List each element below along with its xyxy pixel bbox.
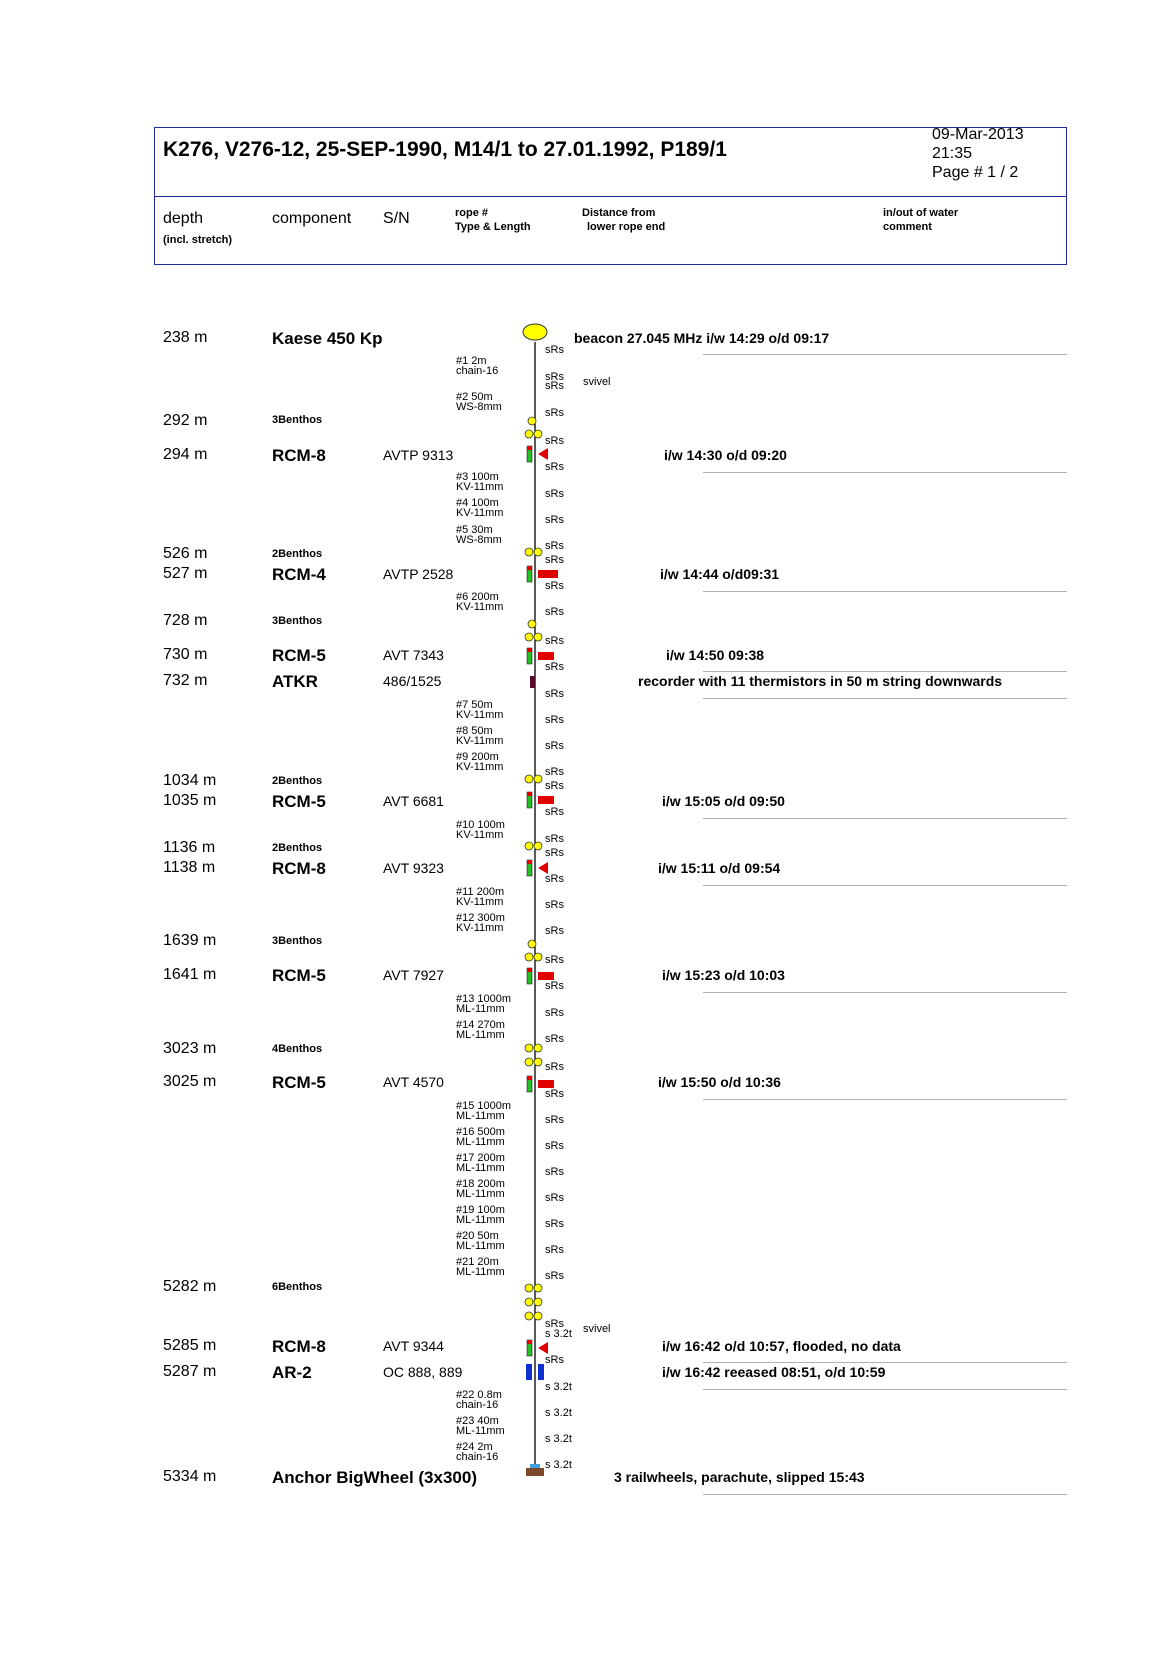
shackle-marker: sRs <box>545 461 564 473</box>
rope-segment: #23 40m ML-11mm <box>456 1415 505 1437</box>
shackle-marker: sRs <box>545 488 564 500</box>
component-comment: i/w 15:23 o/d 10:03 <box>662 967 785 983</box>
shackle-marker: sRs <box>545 580 564 592</box>
serial-number: AVT 4570 <box>383 1074 444 1090</box>
shackle-marker: sRs <box>545 407 564 419</box>
component-name: RCM-8 <box>272 1337 326 1356</box>
shackle-marker: sRs <box>545 435 564 447</box>
shackle-marker: sRs <box>545 1218 564 1230</box>
serial-number: AVT 7343 <box>383 647 444 663</box>
shackle-marker: sRs <box>545 899 564 911</box>
depth-value: 1034 m <box>163 772 217 789</box>
depth-value: 1136 m <box>163 839 216 856</box>
shackle-marker: sRs <box>545 925 564 937</box>
rope-segment: #11 200m KV-11mm <box>456 886 505 908</box>
component-name: 3Benthos <box>272 414 323 426</box>
component-name: 3Benthos <box>272 935 323 947</box>
rope-segment: #17 200m ML-11mm <box>456 1152 505 1174</box>
rope-segment: #1 2m chain-16 <box>456 355 499 377</box>
component-comment: i/w 14:44 o/d09:31 <box>660 566 780 582</box>
page-title: K276, V276-12, 25-SEP-1990, M14/1 to 27.01.1992, P189/1 <box>163 138 727 161</box>
component-name: RCM-8 <box>272 859 326 878</box>
depth-value: 526 m <box>163 545 208 562</box>
col-component: component <box>272 210 352 227</box>
shackle-marker: sRs <box>545 766 564 778</box>
shackle-marker: sRs <box>545 1088 564 1100</box>
component-name: RCM-8 <box>272 446 326 465</box>
shackle-marker: sRs <box>545 606 564 618</box>
rope-segment: #18 200m ML-11mm <box>456 1178 505 1200</box>
shackle-marker: sRs <box>545 806 564 818</box>
col-depth: depth <box>163 210 204 227</box>
comment-underline <box>703 354 1067 355</box>
serial-number: AVTP 9313 <box>383 447 454 463</box>
component-name: Anchor BigWheel (3x300) <box>272 1468 477 1487</box>
shackle-marker: sRs <box>545 1318 564 1330</box>
depth-value: 3023 m <box>163 1040 217 1057</box>
comment-underline <box>703 472 1067 473</box>
component-name: 2Benthos <box>272 548 323 560</box>
rope-segment: #9 200m KV-11mm <box>456 751 504 773</box>
component-name: RCM-5 <box>272 966 326 985</box>
depth-value: 3025 m <box>163 1073 217 1090</box>
component-name: 4Benthos <box>272 1043 323 1055</box>
depth-value: 728 m <box>163 612 208 629</box>
rope-segment: #20 50m ML-11mm <box>456 1230 505 1252</box>
shackle-marker: sRs <box>545 833 564 845</box>
col-dist-1: Distance from <box>582 207 656 219</box>
depth-value: 732 m <box>163 672 208 689</box>
rope-segment: #2 50m WS-8mm <box>456 391 502 413</box>
shackle-marker: sRs <box>545 1192 564 1204</box>
depth-value: 1138 m <box>163 859 216 876</box>
comment-underline <box>703 698 1067 699</box>
shackle-marker: sRs <box>545 1270 564 1282</box>
serial-number: AVT 9344 <box>383 1338 444 1354</box>
comment-underline <box>703 818 1067 819</box>
depth-value: 5287 m <box>163 1363 217 1380</box>
component-comment: recorder with 11 thermistors in 50 m string downwards <box>638 673 1003 689</box>
col-comment-1: in/out of water <box>883 207 959 219</box>
rope-segment: #3 100m KV-11mm <box>456 471 504 493</box>
col-comment-2: comment <box>883 221 932 233</box>
shackle-marker: s 3.2t <box>545 1459 572 1471</box>
shackle-marker: sRs <box>545 554 564 566</box>
comment-underline <box>703 1362 1067 1363</box>
shackle-marker: sRs <box>545 540 564 552</box>
serial-number: AVT 9323 <box>383 860 444 876</box>
shackle-marker: s 3.2t <box>545 1328 572 1340</box>
col-rope-2: Type & Length <box>455 221 531 233</box>
component-name: Kaese 450 Kp <box>272 329 383 348</box>
rope-segment: #12 300m KV-11mm <box>456 912 505 934</box>
component-comment: i/w 15:11 o/d 09:54 <box>658 860 781 876</box>
swivel-label: svivel <box>583 376 611 388</box>
depth-value: 1035 m <box>163 792 217 809</box>
serial-number: AVTP 2528 <box>383 566 454 582</box>
component-comment: i/w 15:50 o/d 10:36 <box>658 1074 781 1090</box>
shackle-marker: sRs <box>545 847 564 859</box>
comment-underline <box>703 591 1067 592</box>
shackle-marker: sRs <box>545 1244 564 1256</box>
component-name: 2Benthos <box>272 842 323 854</box>
rope-segment: #4 100m KV-11mm <box>456 497 504 519</box>
comment-underline <box>703 671 1067 672</box>
comment-underline <box>703 992 1067 993</box>
comment-underline <box>703 885 1067 886</box>
shackle-marker: sRs <box>545 514 564 526</box>
shackle-marker: sRs <box>545 780 564 792</box>
component-comment: i/w 16:42 reeased 08:51, o/d 10:59 <box>662 1364 886 1380</box>
component-name: RCM-4 <box>272 565 326 584</box>
component-name: AR-2 <box>272 1363 312 1382</box>
col-dist-2: lower rope end <box>587 221 666 233</box>
rope-segment: #7 50m KV-11mm <box>456 699 504 721</box>
shackle-marker: sRs <box>545 873 564 885</box>
component-name: 3Benthos <box>272 615 323 627</box>
shackle-marker: s 3.2t <box>545 1381 572 1393</box>
component-comment: i/w 14:50 09:38 <box>666 647 765 663</box>
depth-value: 527 m <box>163 565 208 582</box>
col-sn: S/N <box>383 210 410 227</box>
top-buoy <box>523 324 547 340</box>
page-number: Page # 1 / 2 <box>932 164 1019 181</box>
rope-segment: #6 200m KV-11mm <box>456 591 504 613</box>
print-time: 21:35 <box>932 145 973 162</box>
rope-segment: #8 50m KV-11mm <box>456 725 504 747</box>
print-date: 09-Mar-2013 <box>932 126 1024 143</box>
depth-value: 5282 m <box>163 1278 217 1295</box>
shackle-marker: s 3.2t <box>545 1407 572 1419</box>
rope-segment: #14 270m ML-11mm <box>456 1019 505 1041</box>
component-comment: i/w 16:42 o/d 10:57, flooded, no data <box>662 1338 901 1354</box>
component-name: 6Benthos <box>272 1281 323 1293</box>
serial-number: AVT 7927 <box>383 967 444 983</box>
component-name: RCM-5 <box>272 1073 326 1092</box>
shackle-marker: sRs <box>545 1166 564 1178</box>
shackle-marker: sRs <box>545 740 564 752</box>
rope-segment: #24 2m chain-16 <box>456 1441 499 1463</box>
comment-underline <box>703 1389 1067 1390</box>
rope-segment: #21 20m ML-11mm <box>456 1256 505 1278</box>
shackle-marker: sRs <box>545 1354 564 1366</box>
shackle-marker: sRs <box>545 1033 564 1045</box>
shackle-marker: sRs <box>545 1114 564 1126</box>
rope-segment: #16 500m ML-11mm <box>456 1126 505 1148</box>
component-name: RCM-5 <box>272 792 326 811</box>
rope-segment: #10 100m KV-11mm <box>456 819 505 841</box>
rope-segment: #5 30m WS-8mm <box>456 524 502 546</box>
comment-underline <box>703 1099 1067 1100</box>
component-comment: 3 railwheels, parachute, slipped 15:43 <box>614 1469 865 1485</box>
shackle-marker: sRs <box>545 380 564 392</box>
depth-value: 294 m <box>163 446 208 463</box>
serial-number: 486/1525 <box>383 673 442 689</box>
rope-segment: #13 1000m ML-11mm <box>456 993 512 1015</box>
component-comment: beacon 27.045 MHz i/w 14:29 o/d 09:17 <box>574 330 830 346</box>
shackle-marker: sRs <box>545 688 564 700</box>
shackle-marker: sRs <box>545 1007 564 1019</box>
component-name: 2Benthos <box>272 775 323 787</box>
rope-segment: #15 1000m ML-11mm <box>456 1100 512 1122</box>
component-comment: i/w 15:05 o/d 09:50 <box>662 793 785 809</box>
shackle-marker: sRs <box>545 980 564 992</box>
shackle-marker: sRs <box>545 714 564 726</box>
depth-value: 5334 m <box>163 1468 217 1485</box>
shackle-marker: s 3.2t <box>545 1433 572 1445</box>
comment-underline <box>703 1494 1067 1495</box>
shackle-marker: sRs <box>545 1061 564 1073</box>
rope-segment: #22 0.8m chain-16 <box>456 1389 502 1411</box>
col-depth-note: (incl. stretch) <box>163 234 233 246</box>
depth-value: 5285 m <box>163 1337 217 1354</box>
shackle-marker: sRs <box>545 344 564 356</box>
depth-value: 1641 m <box>163 966 217 983</box>
shackle-marker: sRs <box>545 1140 564 1152</box>
shackle-marker: sRs <box>545 635 564 647</box>
shackle-marker: sRs <box>545 661 564 673</box>
serial-number: OC 888, 889 <box>383 1364 463 1380</box>
col-rope-1: rope # <box>455 207 489 219</box>
component-name: RCM-5 <box>272 646 326 665</box>
component-name: ATKR <box>272 672 318 691</box>
shackle-marker: sRs <box>545 371 564 383</box>
depth-value: 1639 m <box>163 932 217 949</box>
component-comment: i/w 14:30 o/d 09:20 <box>664 447 787 463</box>
rope-segment: #19 100m ML-11mm <box>456 1204 505 1226</box>
depth-value: 292 m <box>163 412 208 429</box>
depth-value: 238 m <box>163 329 208 346</box>
depth-value: 730 m <box>163 646 208 663</box>
serial-number: AVT 6681 <box>383 793 444 809</box>
shackle-marker: sRs <box>545 954 564 966</box>
swivel-label: svivel <box>583 1323 611 1335</box>
